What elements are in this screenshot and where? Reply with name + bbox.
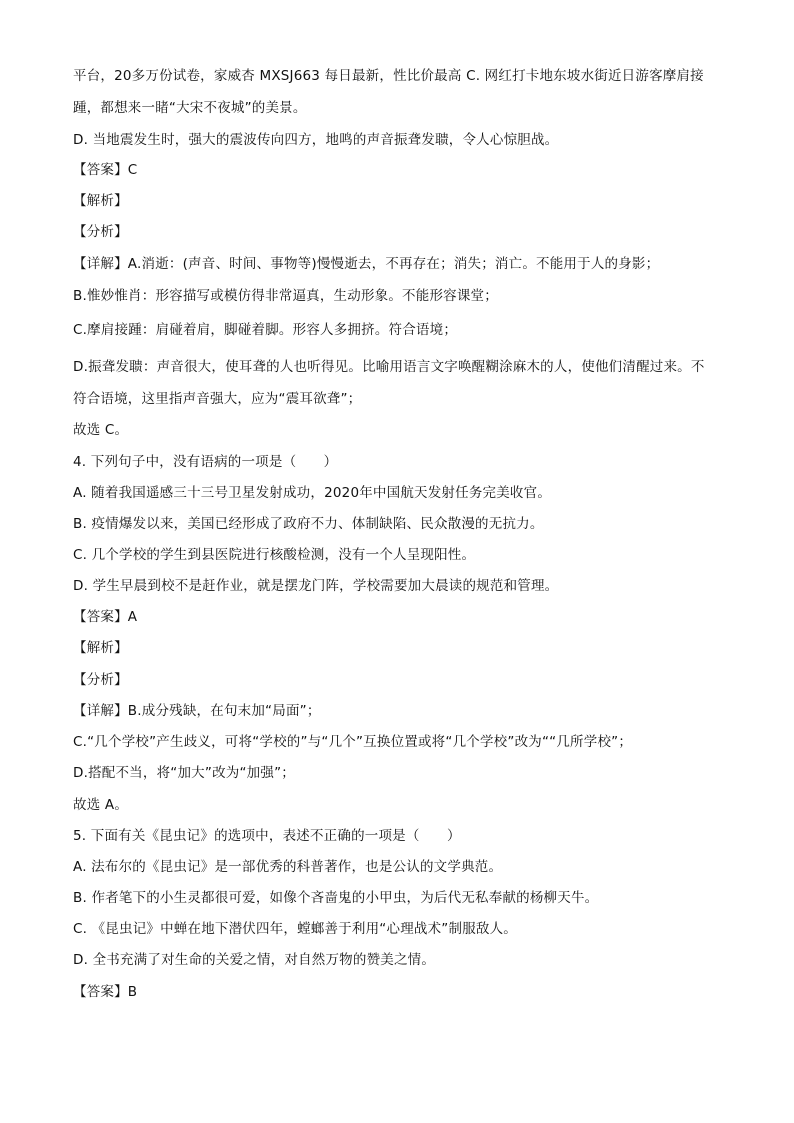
option-line: A. 随着我国遥感三十三号卫星发射成功，2020年中国航天发射任务完美收官。 [73, 485, 552, 501]
question-title: 4. 下列句子中，没有语病的一项是（ ） [73, 454, 338, 470]
analysis-label: 【分析】 [73, 224, 128, 240]
option-line: A. 法布尔的《昆虫记》是一部优秀的科普著作，也是公认的文学典范。 [73, 859, 503, 875]
text-line: 【详解】B.成分残缺，在句末加“局面”； [73, 703, 321, 719]
text-line: 符合语境，这里指声音强大，应为“震耳欲聋”； [73, 391, 362, 407]
option-line: C. 《昆虫记》中蝉在地下潜伏四年，螳螂善于利用“心理战术”制服敌人。 [73, 921, 517, 937]
text-line: C.“几个学校”产生歧义，可将“学校的”与“几个”互换位置或将“几个学校”改为““几所学校”； [73, 734, 633, 750]
text-line: 故选 C。 [73, 422, 129, 438]
text-line: D. 当地震发生时，强大的震波传向四方，地鸣的声音振聋发聩，令人心惊胆战。 [73, 132, 559, 148]
option-line: C. 几个学校的学生到县医院进行核酸检测，没有一个人呈现阳性。 [73, 547, 476, 563]
text-line: 故选 A。 [73, 797, 129, 813]
text-line: 踵，都想来一睹“大宋不夜城”的美景。 [73, 100, 307, 116]
analysis-label: 【分析】 [73, 672, 128, 688]
text-line: C.摩肩接踵：肩碰着肩，脚碰着脚。形容人多拥挤。符合语境； [73, 322, 458, 338]
analysis-label: 【解析】 [73, 193, 128, 209]
text-line: D.搭配不当，将“加大”改为“加强”； [73, 765, 295, 781]
analysis-label: 【解析】 [73, 640, 128, 656]
option-line: D. 学生早晨到校不是赶作业，就是摆龙门阵，学校需要加大晨读的规范和管理。 [73, 578, 559, 594]
option-line: D. 全书充满了对生命的关爱之情，对自然万物的赞美之情。 [73, 952, 436, 968]
option-line: B. 作者笔下的小生灵都很可爱，如像个吝啬鬼的小甲虫，为后代无私奉献的杨柳天牛。 [73, 890, 599, 906]
text-line: 平台，20多万份试卷，家威杏 MXSJ663 每日最新，性比价最高 C. 网红打卡地东坡水街近日游客摩肩接 [73, 68, 704, 84]
text-line: B.惟妙惟肖：形容描写或模仿得非常逼真，生动形象。不能形容课堂； [73, 288, 498, 304]
option-line: B. 疫情爆发以来，美国已经形成了政府不力、体制缺陷、民众散漫的无抗力。 [73, 516, 544, 532]
answer-label: 【答案】B [73, 984, 138, 1000]
answer-label: 【答案】A [73, 609, 138, 625]
text-line: D.振聋发聩：声音很大，使耳聋的人也听得见。比喻用语言文字唤醒糊涂麻木的人，使他们清醒过来。不 [73, 359, 705, 375]
answer-label: 【答案】C [73, 162, 138, 178]
text-line: 【详解】A.消逝：(声音、时间、事物等)慢慢逝去，不再存在；消失；消亡。不能用于人的身影； [73, 256, 660, 272]
question-title: 5. 下面有关《昆虫记》的选项中，表述不正确的一项是（ ） [73, 828, 461, 844]
